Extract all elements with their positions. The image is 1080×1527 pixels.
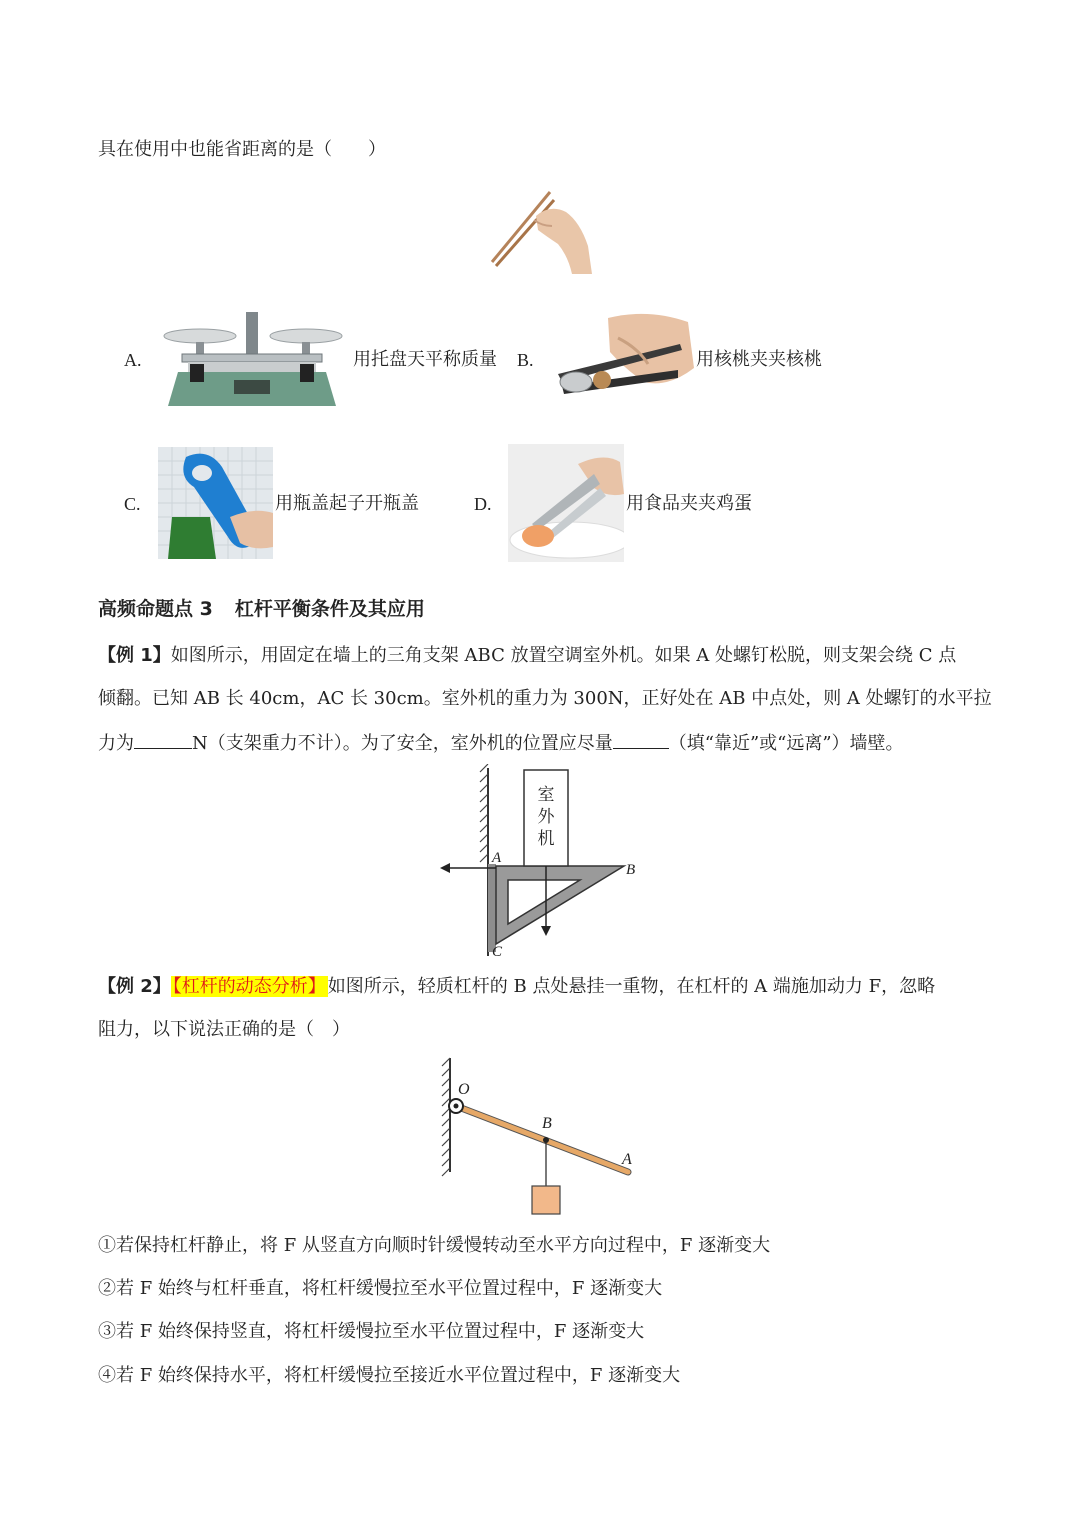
- option-a-letter: A.: [124, 350, 142, 370]
- balance-scale-photo: [160, 306, 344, 412]
- pull-force-arrowhead: [440, 863, 450, 873]
- lever-diagram: [436, 1054, 646, 1220]
- option-b-letter: B.: [517, 350, 534, 370]
- example1-line3: [98, 730, 904, 756]
- pivot-o-center: [454, 1104, 459, 1109]
- chopsticks-photo: [488, 186, 596, 276]
- option-a-text: 用托盘天平称质量: [353, 349, 497, 370]
- nutcracker-photo: [548, 308, 694, 408]
- section-title: 杠杆平衡条件及其应用: [234, 598, 425, 620]
- example2-line2: 阻力，以下说法正确的是（ ）: [98, 1019, 350, 1040]
- example1-text-3b: N（支架重力不计）。为了安全，室外机的位置应尽量: [192, 733, 613, 754]
- wall-hatching: [480, 764, 488, 862]
- example2-tag: 【例 2】: [98, 976, 171, 997]
- example1-line1: [98, 644, 956, 668]
- question-stem-tail: 具在使用中也能省距离的是（ ）: [98, 139, 386, 160]
- lever-point-b-label: B: [542, 1115, 552, 1132]
- weight-arrowhead: [541, 926, 551, 936]
- outdoor-unit-label-3: 机: [537, 829, 555, 849]
- answer-blank-1[interactable]: [134, 730, 192, 749]
- point-b-label: B: [626, 862, 636, 878]
- point-c-label: C: [492, 944, 503, 960]
- bracket-diagram: [434, 764, 644, 960]
- section-number: 高频命题点 3: [98, 598, 213, 620]
- statement-1: ①若保持杠杆静止，将 F 从竖直方向顺时针缓慢转动至水平方向过程中，F 逐渐变大: [98, 1235, 771, 1256]
- outdoor-unit-label-1: 室: [537, 785, 555, 805]
- option-b-text: 用核桃夹夹核桃: [696, 349, 822, 370]
- example2-line1: [98, 975, 935, 999]
- example1-text-1: 如图所示，用固定在墙上的三角支架 ABC 放置空调室外机。如果 A 处螺钉松脱，则支架会绕 C 点: [170, 645, 957, 666]
- lever-point-o-label: O: [458, 1081, 470, 1098]
- example1-text-3c: （填“靠近”或“远离”）墙壁。: [668, 733, 904, 754]
- food-tongs-photo: [508, 444, 624, 562]
- example2-text-1: 如图所示，轻质杠杆的 B 点处悬挂一重物，在杠杆的 A 端施加动力 F，忽略: [327, 976, 936, 997]
- statement-4: ④若 F 始终保持水平，将杠杆缓慢拉至接近水平位置过程中，F 逐渐变大: [98, 1365, 681, 1386]
- triangle-bracket-hole: [508, 880, 580, 924]
- lever-point-a-label: A: [622, 1151, 632, 1168]
- example1-tag: 【例 1】: [98, 645, 171, 666]
- hanging-weight: [532, 1186, 560, 1214]
- option-c-letter: C.: [124, 494, 141, 514]
- statement-2: ②若 F 始终与杠杆垂直，将杠杆缓慢拉至水平位置过程中，F 逐渐变大: [98, 1278, 663, 1299]
- option-c-text: 用瓶盖起子开瓶盖: [275, 493, 419, 514]
- outdoor-unit-label-2: 外: [537, 807, 555, 827]
- bottle-opener-photo: [158, 447, 273, 559]
- lever-wall-hatching: [442, 1058, 450, 1176]
- point-a-label: A: [492, 850, 502, 866]
- example1-line2: 倾翻。已知 AB 长 40cm，AC 长 30cm。室外机的重力为 300N，正好处在 AB 中点处，则 A 处螺钉的水平拉: [98, 688, 992, 709]
- example1-text-3a: 力为: [98, 733, 134, 754]
- section-heading: [98, 594, 425, 621]
- statement-3: ③若 F 始终保持竖直，将杠杆缓慢拉至水平位置过程中，F 逐渐变大: [98, 1321, 645, 1342]
- answer-blank-2[interactable]: [613, 730, 669, 749]
- wall-shaded-area: [488, 864, 496, 952]
- option-d-letter: D.: [474, 494, 492, 514]
- topic-highlight: 【杠杆的动态分析】: [172, 976, 326, 997]
- option-d-text: 用食品夹夹鸡蛋: [626, 493, 752, 514]
